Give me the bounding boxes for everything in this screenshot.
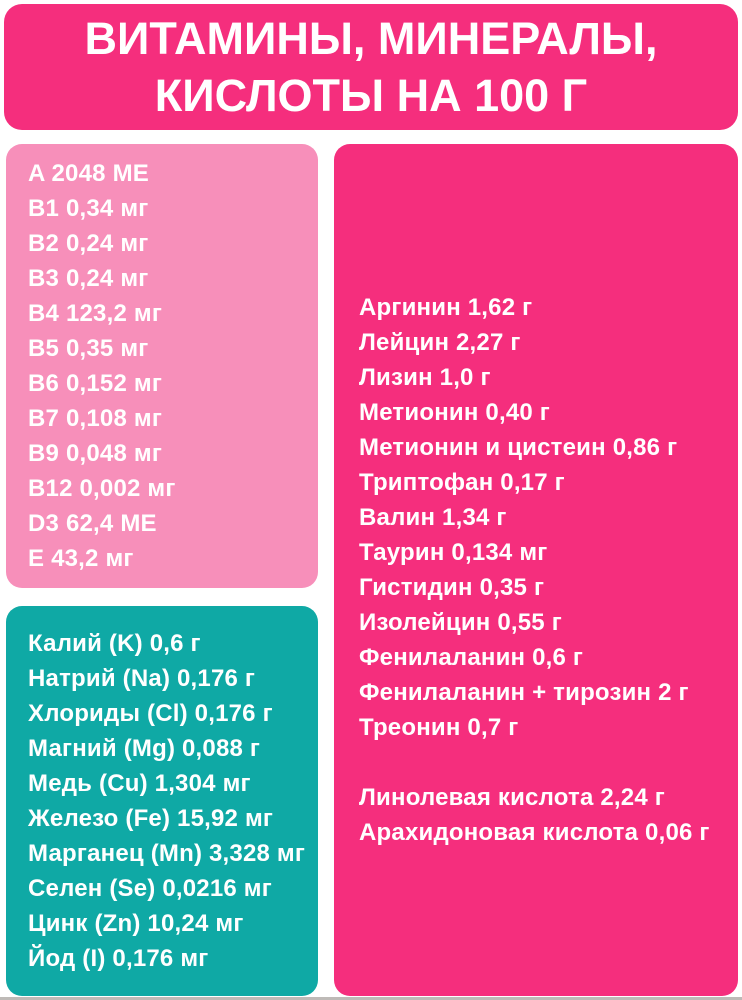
minerals-list (28, 626, 318, 976)
list-item: Триптофан 0,17 г (359, 469, 565, 496)
list-item: Арахидоновая кислота 0,06 г (359, 819, 710, 846)
list-item: Фенилаланин 0,6 г (359, 644, 584, 671)
list-item: D3 62,4 МЕ (28, 510, 157, 537)
list-item: B9 0,048 мг (28, 440, 163, 467)
page-title-line-2: КИСЛОТЫ НА 100 Г (154, 70, 588, 121)
list-item: B5 0,35 мг (28, 335, 149, 362)
list-item: Магний (Mg) 0,088 г (28, 735, 261, 762)
list-item: Медь (Cu) 1,304 мг (28, 770, 251, 797)
list-item: B3 0,24 мг (28, 265, 149, 292)
list-item: B4 123,2 мг (28, 300, 163, 327)
list-item: Треонин 0,7 г (359, 714, 519, 741)
list-item: B1 0,34 мг (28, 195, 149, 222)
list-item: Лизин 1,0 г (359, 364, 491, 391)
list-item: Метионин и цистеин 0,86 г (359, 434, 678, 461)
list-item: Селен (Se) 0,0216 мг (28, 875, 272, 902)
vitamins-card (6, 144, 318, 588)
list-item: Аргинин 1,62 г (359, 294, 533, 321)
list-item: B7 0,108 мг (28, 405, 163, 432)
list-item: Хлориды (Cl) 0,176 г (28, 700, 273, 727)
list-item: Фенилаланин + тирозин 2 г (359, 679, 689, 706)
list-item: Метионин 0,40 г (359, 399, 550, 426)
list-item: B2 0,24 мг (28, 230, 149, 257)
list-item: B6 0,152 мг (28, 370, 163, 397)
list-item: Калий (K) 0,6 г (28, 630, 201, 657)
header-card (4, 4, 738, 130)
list-item: Изолейцин 0,55 г (359, 609, 562, 636)
minerals-card (6, 606, 318, 996)
list-item: Линолевая кислота 2,24 г (359, 784, 665, 811)
list-item: Марганец (Mn) 3,328 мг (28, 840, 306, 867)
list-item: Таурин 0,134 мг (359, 539, 548, 566)
list-item: Цинк (Zn) 10,24 мг (28, 910, 244, 937)
fatty-acids-list (359, 780, 738, 850)
list-item: Йод (I) 0,176 мг (28, 945, 209, 972)
list-item: Валин 1,34 г (359, 504, 507, 531)
list-item: Гистидин 0,35 г (359, 574, 545, 601)
list-item: E 43,2 мг (28, 545, 134, 572)
vitamins-list (28, 156, 318, 576)
list-item: Железо (Fe) 15,92 мг (28, 805, 274, 832)
list-item: Лейцин 2,27 г (359, 329, 521, 356)
page-title-line-1: ВИТАМИНЫ, МИНЕРАЛЫ, (84, 13, 658, 64)
list-item: Натрий (Na) 0,176 г (28, 665, 256, 692)
list-item: B12 0,002 мг (28, 475, 176, 502)
amino-acids-card (334, 144, 738, 996)
amino-acids-list (359, 290, 738, 745)
list-spacer (359, 745, 738, 780)
list-item: A 2048 МЕ (28, 160, 149, 187)
